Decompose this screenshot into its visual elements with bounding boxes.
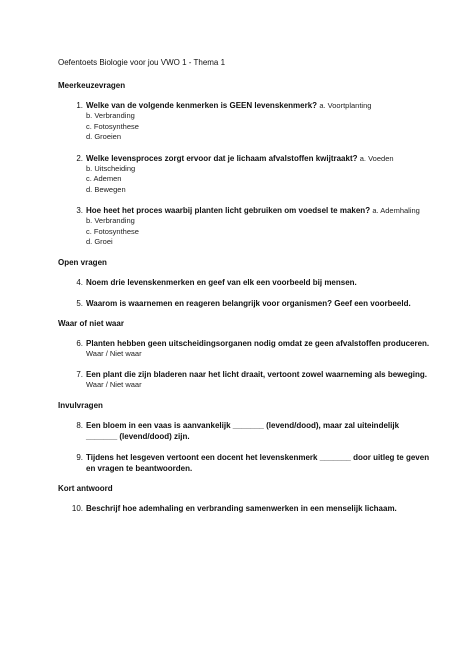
option-c: c. Fotosynthese <box>86 121 139 131</box>
section-heading-true-false: Waar of niet waar <box>58 318 124 328</box>
question-number: 4. <box>76 277 83 287</box>
document-content <box>58 57 430 514</box>
option-b: b. Uitscheiding <box>86 163 136 173</box>
section-heading-short-answer: Kort antwoord <box>58 483 113 493</box>
section-heading-multiple-choice: Meerkeuzevragen <box>58 81 126 90</box>
question-number: 8. <box>76 420 83 430</box>
question-number: 1. <box>76 101 83 110</box>
question-5 <box>58 298 430 309</box>
option-a: a. Ademhaling <box>372 206 420 215</box>
question-text: Beschrijf hoe ademhaling en verbranding samenwerken in een menselijk lichaam. <box>86 503 397 513</box>
question-3 <box>58 205 430 216</box>
option-b: b. Verbranding <box>86 216 135 225</box>
question-4 <box>58 277 430 288</box>
question-7 <box>58 369 430 380</box>
question-9 <box>58 452 430 474</box>
question-2 <box>58 153 430 164</box>
section-heading-fill-in: Invulvragen <box>58 400 103 410</box>
question-text: Waarom is waarnemen en reageren belangrijk voor organismen? Geef een voorbeeld. <box>86 298 411 308</box>
option-a: a. Voeden <box>359 153 394 163</box>
question-number: 7. <box>76 370 83 379</box>
question-number: 2. <box>76 153 83 163</box>
option-a: a. Voortplanting <box>319 101 372 110</box>
question-number: 6. <box>76 338 83 348</box>
section-heading-open-questions: Open vragen <box>58 257 107 267</box>
option-b: b. Verbranding <box>86 111 135 120</box>
option-d: d. Groeien <box>86 132 122 141</box>
question-text: Noem drie levenskenmerken en geef van elk een voorbeeld bij mensen. <box>86 277 357 287</box>
option-c: c. Fotosynthese <box>86 226 139 236</box>
option-d: d. Bewegen <box>86 184 126 194</box>
question-text: Een bloem in een vaas is aanvankelijk _______ (levend/dood), maar zal uiteindelijk _______ (levend/dood) zijn. <box>86 420 400 441</box>
question-10 <box>58 503 430 514</box>
question-text: Welke van de volgende kenmerken is GEEN levenskenmerk? <box>86 101 318 110</box>
question-1 <box>58 100 430 111</box>
option-c: c. Ademen <box>86 174 122 183</box>
question-number: 9. <box>76 452 83 462</box>
option-d: d. Groei <box>86 237 113 246</box>
question-6 <box>58 338 430 349</box>
question-text: Tijdens het lesgeven vertoont een docent het levenskenmerk _______ door uitleg te geven en vragen te beantwoorden. <box>86 452 430 473</box>
true-false-choice: Waar / Niet waar <box>86 348 142 358</box>
question-text: Welke levensproces zorgt ervoor dat je lichaam afvalstoffen kwijtraakt? <box>86 153 358 163</box>
question-number: 3. <box>76 206 83 215</box>
question-number: 10. <box>71 503 83 513</box>
question-8 <box>58 420 430 442</box>
question-text: Planten hebben geen uitscheidingsorganen nodig omdat ze geen afvalstoffen produceren. <box>86 338 430 348</box>
true-false-choice: Waar / Niet waar <box>86 380 142 389</box>
question-number: 5. <box>76 298 83 308</box>
question-text: Een plant die zijn bladeren naar het licht draait, vertoont zowel waarneming als beweging. <box>86 370 427 379</box>
document-title: Oefentoets Biologie voor jou VWO 1 - Thema 1 <box>58 58 226 67</box>
question-text: Hoe heet het proces waarbij planten licht gebruiken om voedsel te maken? <box>86 206 371 215</box>
